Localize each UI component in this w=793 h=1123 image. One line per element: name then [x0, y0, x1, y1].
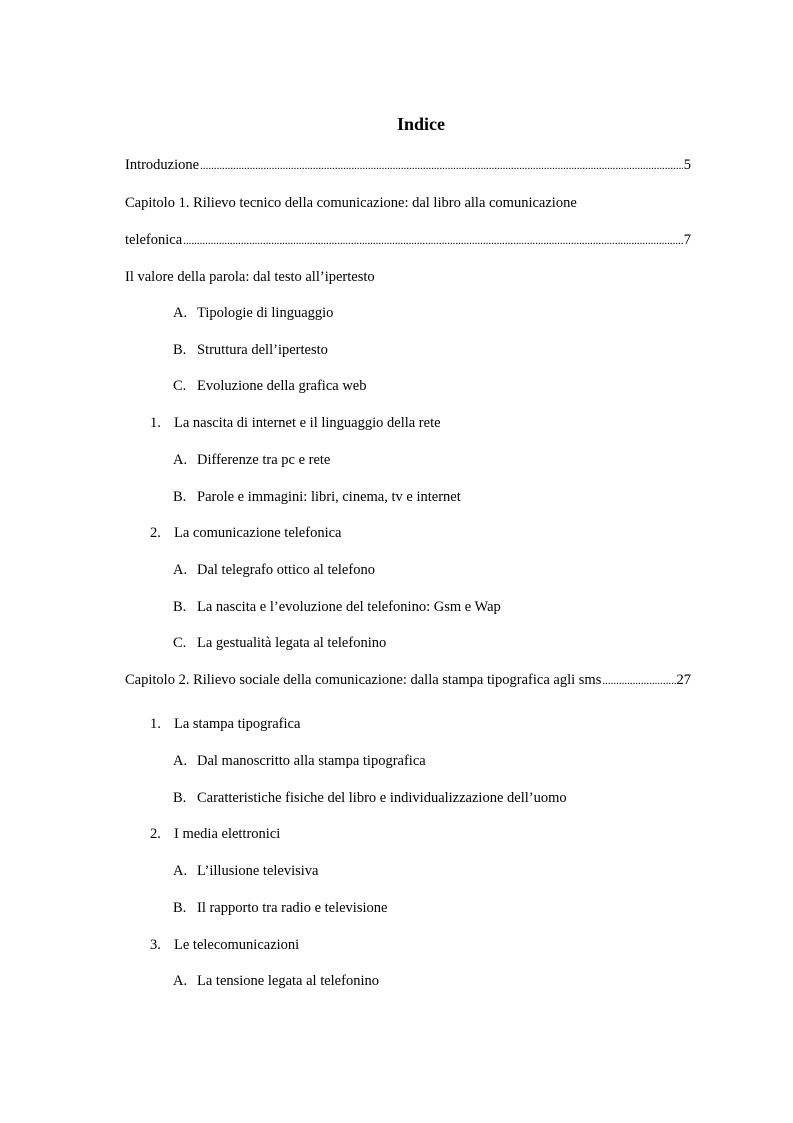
- toc-subentry[interactable]: [173, 341, 328, 359]
- toc-subentry[interactable]: [173, 304, 333, 322]
- toc-page-number: 27: [676, 672, 691, 688]
- toc-entry-text: Parole e immagini: libri, cinema, tv e internet: [197, 489, 461, 505]
- toc-entry-text: La comunicazione telefonica: [174, 525, 342, 541]
- toc-entry-chapter1-line2[interactable]: [125, 231, 691, 250]
- toc-entry-chapter1-line1[interactable]: [125, 194, 577, 212]
- toc-entry-text: Struttura dell’ipertesto: [197, 342, 328, 358]
- toc-entry-numbered[interactable]: [150, 524, 341, 542]
- toc-entry-text: Introduzione: [125, 157, 200, 173]
- toc-marker: 3.: [150, 937, 161, 953]
- toc-subentry[interactable]: [173, 561, 375, 579]
- toc-entry-text: Dal telegrafo ottico al telefono: [197, 562, 375, 578]
- toc-subentry[interactable]: [173, 377, 367, 395]
- toc-entry-text: Caratteristiche fisiche del libro e individualizzazione dell’uomo: [197, 790, 567, 806]
- toc-subentry[interactable]: [173, 488, 461, 506]
- toc-entry-numbered[interactable]: [150, 414, 441, 432]
- toc-subentry[interactable]: [173, 752, 426, 770]
- toc-entry-text: Dal manoscritto alla stampa tipografica: [197, 753, 426, 769]
- toc-marker: A.: [173, 452, 188, 468]
- toc-entry-text: Il valore della parola: dal testo all’ipertesto: [125, 269, 375, 285]
- leader-dots: [183, 232, 683, 250]
- toc-entry-text: La nascita e l’evoluzione del telefonino: Gsm e Wap: [197, 599, 501, 615]
- toc-marker: 1.: [150, 415, 161, 431]
- toc-marker: A.: [173, 973, 188, 989]
- toc-marker: A.: [173, 753, 188, 769]
- toc-page-number: 7: [683, 232, 691, 248]
- toc-entry-text: Evoluzione della grafica web: [197, 378, 367, 394]
- toc-entry-numbered[interactable]: [150, 936, 299, 954]
- toc-entry-text: Capitolo 2. Rilievo sociale della comunicazione: dalla stampa tipografica agli sms: [125, 672, 602, 688]
- toc-subentry[interactable]: [173, 634, 386, 652]
- toc-subentry[interactable]: [173, 899, 387, 917]
- toc-subentry[interactable]: [173, 451, 330, 469]
- toc-entry-text: Le telecomunicazioni: [174, 937, 300, 953]
- toc-entry-text: Tipologie di linguaggio: [197, 305, 334, 321]
- toc-entry-text: Capitolo 1. Rilievo tecnico della comunicazione: dal libro alla comunicazione: [125, 195, 577, 211]
- toc-marker: B.: [173, 790, 187, 806]
- toc-entry-text: I media elettronici: [174, 826, 281, 842]
- toc-entry-intro[interactable]: [125, 156, 691, 175]
- toc-marker: C.: [173, 635, 187, 651]
- toc-entry-text: La nascita di internet e il linguaggio della rete: [174, 415, 441, 431]
- toc-entry-section-parola[interactable]: [125, 268, 375, 286]
- toc-marker: A.: [173, 863, 188, 879]
- toc-marker: A.: [173, 562, 188, 578]
- toc-subentry[interactable]: [173, 972, 379, 990]
- toc-marker: B.: [173, 342, 187, 358]
- toc-entry-text: Differenze tra pc e rete: [197, 452, 331, 468]
- toc-marker: C.: [173, 378, 187, 394]
- toc-marker: B.: [173, 489, 187, 505]
- leader-dots: [602, 672, 675, 690]
- toc-subentry[interactable]: [173, 598, 501, 616]
- toc-marker: 2.: [150, 826, 161, 842]
- leader-dots: [200, 157, 683, 175]
- toc-marker: B.: [173, 599, 187, 615]
- toc-marker: B.: [173, 900, 187, 916]
- toc-entry-numbered[interactable]: [150, 715, 300, 733]
- toc-entry-text: telefonica: [125, 232, 183, 248]
- toc-entry-text: Il rapporto tra radio e televisione: [197, 900, 388, 916]
- toc-marker: A.: [173, 305, 188, 321]
- toc-title: Indice: [396, 114, 445, 134]
- toc-entry-chapter2[interactable]: [125, 671, 691, 690]
- toc-entry-text: La stampa tipografica: [174, 716, 301, 732]
- toc-marker: 1.: [150, 716, 161, 732]
- toc-marker: 2.: [150, 525, 161, 541]
- toc-subentry[interactable]: [173, 789, 567, 807]
- toc-entry-text: La tensione legata al telefonino: [197, 973, 379, 989]
- toc-subentry[interactable]: [173, 862, 319, 880]
- toc-page-number: 5: [683, 157, 691, 173]
- toc-entry-text: L’illusione televisiva: [197, 863, 319, 879]
- toc-entry-numbered[interactable]: [150, 825, 280, 843]
- toc-entry-text: La gestualità legata al telefonino: [197, 635, 387, 651]
